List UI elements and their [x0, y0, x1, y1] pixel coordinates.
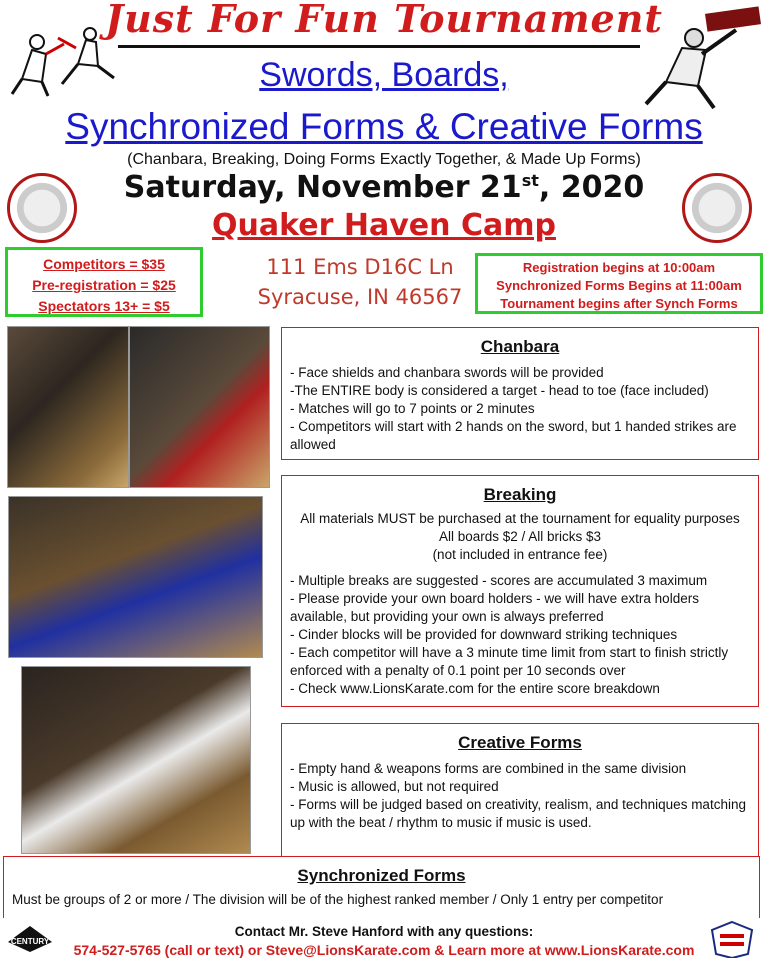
breaking-intro-line: (not included in entrance fee) [432, 547, 608, 562]
breaking-intro-line: All materials MUST be purchased at the tournament for equality purposes [300, 511, 740, 526]
svg-text:CENTURY: CENTURY [10, 937, 50, 946]
price-preregistration: Pre-registration = $25 [32, 277, 176, 293]
subtitle-line-1 [0, 56, 768, 95]
date-main: Saturday, November 21 [123, 170, 522, 205]
synchronized-forms-text: Must be groups of 2 or more / The division will be of the highest ranked member / Only 1 entry per competitor [12, 892, 664, 907]
event-date [0, 170, 768, 205]
breaking-intro-line: All boards $2 / All bricks $3 [438, 529, 602, 544]
contact-line-1: Contact Mr. Steve Hanford with any questions: [234, 924, 534, 939]
event-description: (Chanbara, Breaking, Doing Forms Exactly Together, & Made Up Forms) [127, 151, 641, 168]
address-city: Syracuse, IN 46567 [257, 285, 463, 309]
schedule-registration: Registration begins at 10:00am [522, 260, 716, 275]
list-item: - Multiple breaks are suggested - scores are accumulated 3 maximum [290, 573, 708, 588]
synchronized-forms-heading: Synchronized Forms [297, 866, 466, 885]
breaking-list [290, 572, 750, 698]
contact-line-2: 574-527-5765 (call or text) or Steve@LionsKarate.com & Learn more at www.LionsKarate.com [73, 942, 695, 958]
list-item: - Empty hand & weapons forms are combined in the same division [290, 761, 687, 776]
subtitle-line-2 [0, 106, 768, 148]
list-item: - Please provide your own board holders - we will have extra holders available, but providing your own is always preferred [290, 591, 699, 624]
creative-forms-list [290, 760, 750, 832]
photo-board-breaking-kick [7, 326, 129, 488]
synchronized-forms-section [3, 856, 760, 918]
list-item: - Face shields and chanbara swords will be provided [290, 365, 604, 380]
subtitle-link-2: Synchronized Forms & Creative Forms [65, 106, 703, 147]
schedule-box [475, 253, 763, 314]
chanbara-section [281, 327, 759, 460]
price-spectators: Spectators 13+ = $5 [38, 298, 170, 314]
list-item: - Cinder blocks will be provided for downward striking techniques [290, 627, 678, 642]
list-item: - Check www.LionsKarate.com for the entire score breakdown [290, 681, 660, 696]
title-underline [118, 45, 640, 48]
chanbara-list [290, 364, 750, 454]
lions-karate-logo-right [682, 173, 752, 243]
creative-forms-section [281, 723, 759, 857]
price-box [5, 247, 203, 317]
poster-title: Just For Fun Tournament [105, 0, 663, 41]
list-item: -The ENTIRE body is considered a target - head to toe (face included) [290, 383, 709, 398]
venue-name: Quaker Haven Camp [212, 208, 556, 243]
list-item: - Each competitor will have a 3 minute time limit from start to finish strictly enforced with a penalty of 0.1 point per 10 seconds over [290, 645, 729, 678]
schedule-tournament: Tournament begins after Synch Forms [500, 296, 738, 311]
price-competitors: Competitors = $35 [43, 256, 165, 272]
list-item: - Forms will be judged based on creativity, realism, and techniques matching up with the beat / rhythm to music if music is used. [290, 797, 746, 830]
lions-karate-logo-left [7, 173, 77, 243]
contact-info [0, 922, 768, 960]
subtitle-link-1: Swords, Boards, [259, 56, 509, 94]
date-year: , 2020 [538, 170, 645, 205]
creative-forms-heading: Creative Forms [458, 733, 582, 752]
list-item: - Matches will go to 7 points or 2 minutes [290, 401, 535, 416]
photo-board-break-kid [8, 496, 263, 658]
chanbara-heading: Chanbara [480, 337, 560, 356]
address [230, 252, 490, 312]
schedule-synch: Synchronized Forms Begins at 11:00am [496, 278, 742, 293]
breaking-section [281, 475, 759, 707]
photo-fan-forms [129, 326, 270, 488]
address-street: 111 Ems D16C Ln [266, 255, 454, 279]
breaking-heading: Breaking [483, 485, 557, 504]
list-item: - Music is allowed, but not required [290, 779, 499, 794]
breaking-intro [290, 510, 750, 564]
list-item: - Competitors will start with 2 hands on the sword, but 1 handed strikes are allowed [290, 419, 737, 452]
date-suffix: st [521, 171, 539, 190]
photo-chanbara-sparring [21, 666, 251, 854]
